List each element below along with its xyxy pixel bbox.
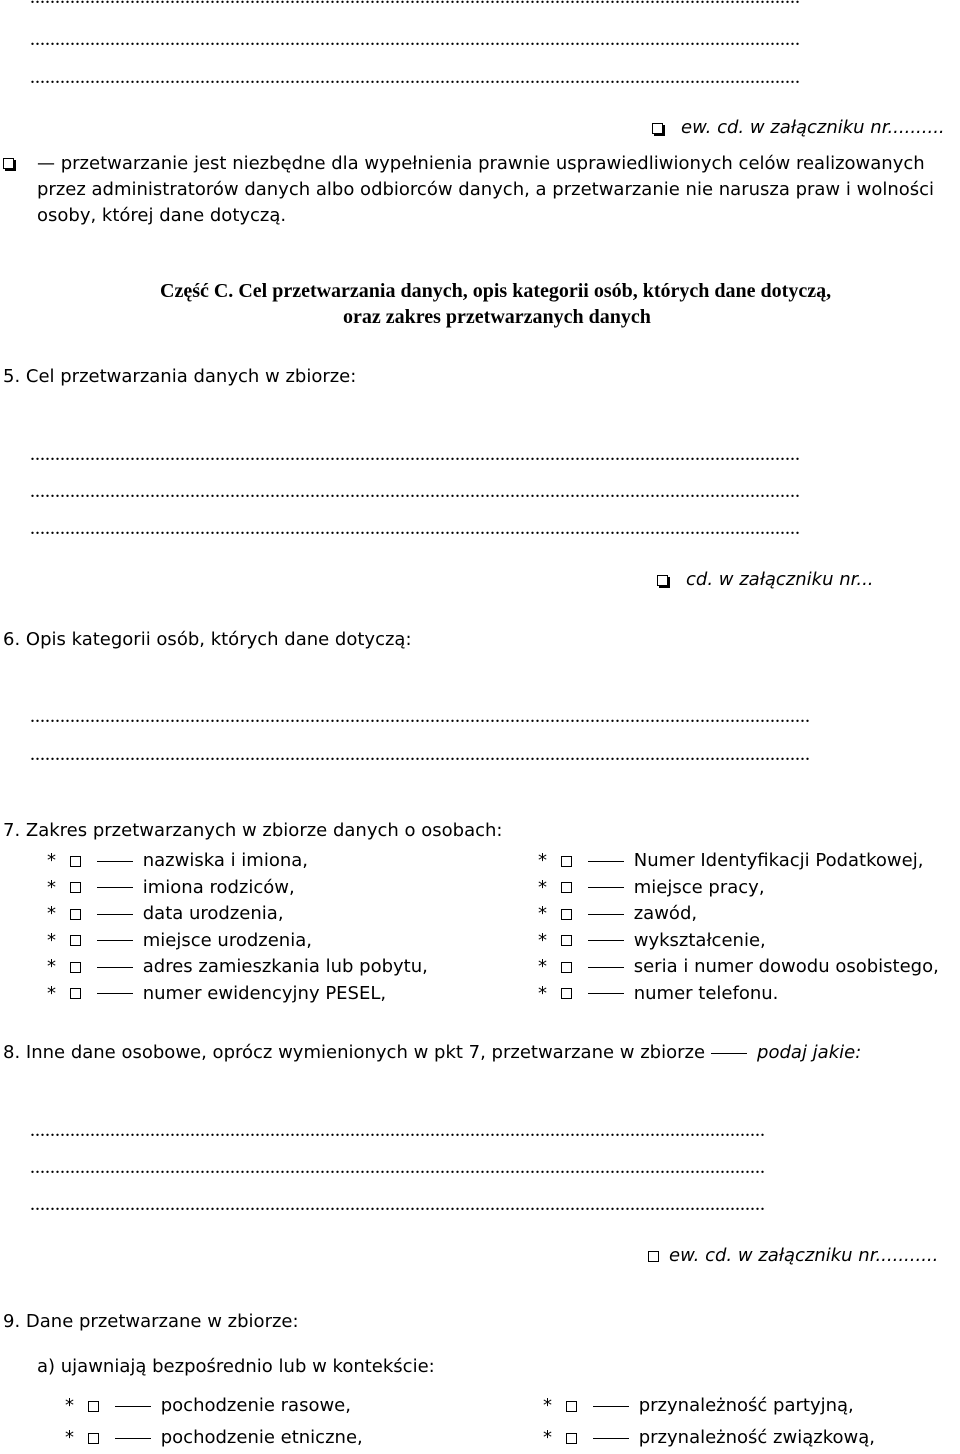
checkbox-icon[interactable] — [566, 1433, 577, 1444]
dotted-line: .......................................................................................................................................................... — [30, 28, 800, 50]
paragraph-checkbox — [0, 151, 14, 174]
sensitive-list-right — [543, 1390, 875, 1454]
section-7-label: 7. Zakres przetwarzanych w zbiorze danych o osobach: — [3, 820, 503, 841]
list-item: * adres zamieszkania lub pobytu, — [47, 956, 428, 977]
dotted-line: .......................................................................................................................................................... — [30, 517, 800, 539]
list-item: * pochodzenie rasowe, — [65, 1395, 351, 1416]
dotted-line: ............................................................................................................................................................ — [30, 743, 810, 765]
list-item: * imiona rodziców, — [47, 876, 295, 898]
list-item: * Numer Identyfikacji Podatkowej, — [538, 850, 924, 871]
section-heading-line2: oraz zakres przetwarzanych danych — [343, 306, 651, 328]
checkbox-icon[interactable] — [652, 123, 663, 134]
dotted-line: .......................................................................................................................................................... — [30, 66, 800, 88]
section-5-label: 5. Cel przetwarzania danych w zbiorze: — [3, 366, 357, 387]
checkbox-icon[interactable] — [70, 882, 81, 893]
checkbox-icon[interactable] — [88, 1401, 99, 1412]
list-item: * przynależność związkową, — [543, 1427, 875, 1448]
checkbox-icon[interactable] — [561, 909, 572, 920]
checkbox-icon[interactable] — [566, 1401, 577, 1412]
list-item: * pochodzenie etniczne, — [65, 1427, 363, 1448]
list-item: * numer ewidencyjny PESEL, — [47, 982, 387, 1004]
attachment-note: cd. w załączniku nr... — [657, 568, 874, 591]
checkbox-icon[interactable] — [70, 988, 81, 999]
checkbox-icon[interactable] — [648, 1251, 659, 1262]
dotted-line: ................................................................................................................................................... — [30, 1193, 765, 1215]
checkbox-icon[interactable] — [3, 158, 14, 169]
dotted-line: ................................................................................................................................................... — [30, 1156, 765, 1178]
data-list-left — [47, 848, 428, 1007]
checkbox-icon[interactable] — [561, 935, 572, 946]
checkbox-icon[interactable] — [657, 575, 668, 586]
checkbox-icon[interactable] — [561, 882, 572, 893]
dotted-line — [30, 0, 800, 9]
section-6-label: 6. Opis kategorii osób, których dane dotyczą: — [3, 629, 412, 650]
list-item: * zawód, — [538, 903, 698, 924]
paragraph-text: — przetwarzanie jest niezbędne dla wypełnienia prawnie usprawiedliwionych celów realizowanych przez administratorów danych albo odbiorców danych, a przetwarzanie nie narusza praw i wolności osoby, której dane dotyczą. — [37, 153, 935, 226]
attachment-note: ew. cd. w załączniku nr.......... — [652, 116, 945, 139]
checkbox-icon[interactable] — [561, 856, 572, 867]
list-item: * miejsce pracy, — [538, 876, 765, 898]
attachment-note: ew. cd. w załączniku nr........... — [648, 1244, 938, 1267]
sensitive-list-left — [65, 1390, 363, 1454]
dotted-line: ............................................................................................................................................................ — [30, 705, 810, 727]
checkbox-icon[interactable] — [70, 962, 81, 973]
section-9a-label: a) ujawniają bezpośrednio lub w kontekście: — [37, 1356, 435, 1377]
checkbox-icon[interactable] — [88, 1433, 99, 1444]
list-item: * seria i numer dowodu osobistego, — [538, 956, 939, 977]
checkbox-icon[interactable] — [561, 962, 572, 973]
list-item: * wykształcenie, — [538, 929, 766, 951]
checkbox-icon[interactable] — [70, 935, 81, 946]
dotted-line: .......................................................................................................................................................... — [30, 443, 800, 465]
list-item: * przynależność partyjną, — [543, 1395, 854, 1416]
dotted-line: .......................................................................................................................................................... — [30, 480, 800, 502]
list-item: * data urodzenia, — [47, 903, 284, 924]
dotted-line: ................................................................................................................................................... — [30, 1119, 765, 1141]
section-9-label: 9. Dane przetwarzane w zbiorze: — [3, 1311, 299, 1332]
checkbox-icon[interactable] — [70, 856, 81, 867]
data-list-right — [538, 848, 939, 1007]
checkbox-icon[interactable] — [561, 988, 572, 999]
checkbox-icon[interactable] — [70, 909, 81, 920]
section-heading: Część C. Cel przetwarzania danych, opis kategorii osób, których dane dotyczą, — [160, 280, 832, 302]
section-8-label: 8. Inne dane osobowe, oprócz wymienionych w pkt 7, przetwarzane w zbiorze podaj jakie: — [3, 1042, 862, 1063]
list-item: * numer telefonu. — [538, 982, 779, 1004]
list-item: * nazwiska i imiona, — [47, 850, 309, 871]
list-item: * miejsce urodzenia, — [47, 929, 312, 951]
